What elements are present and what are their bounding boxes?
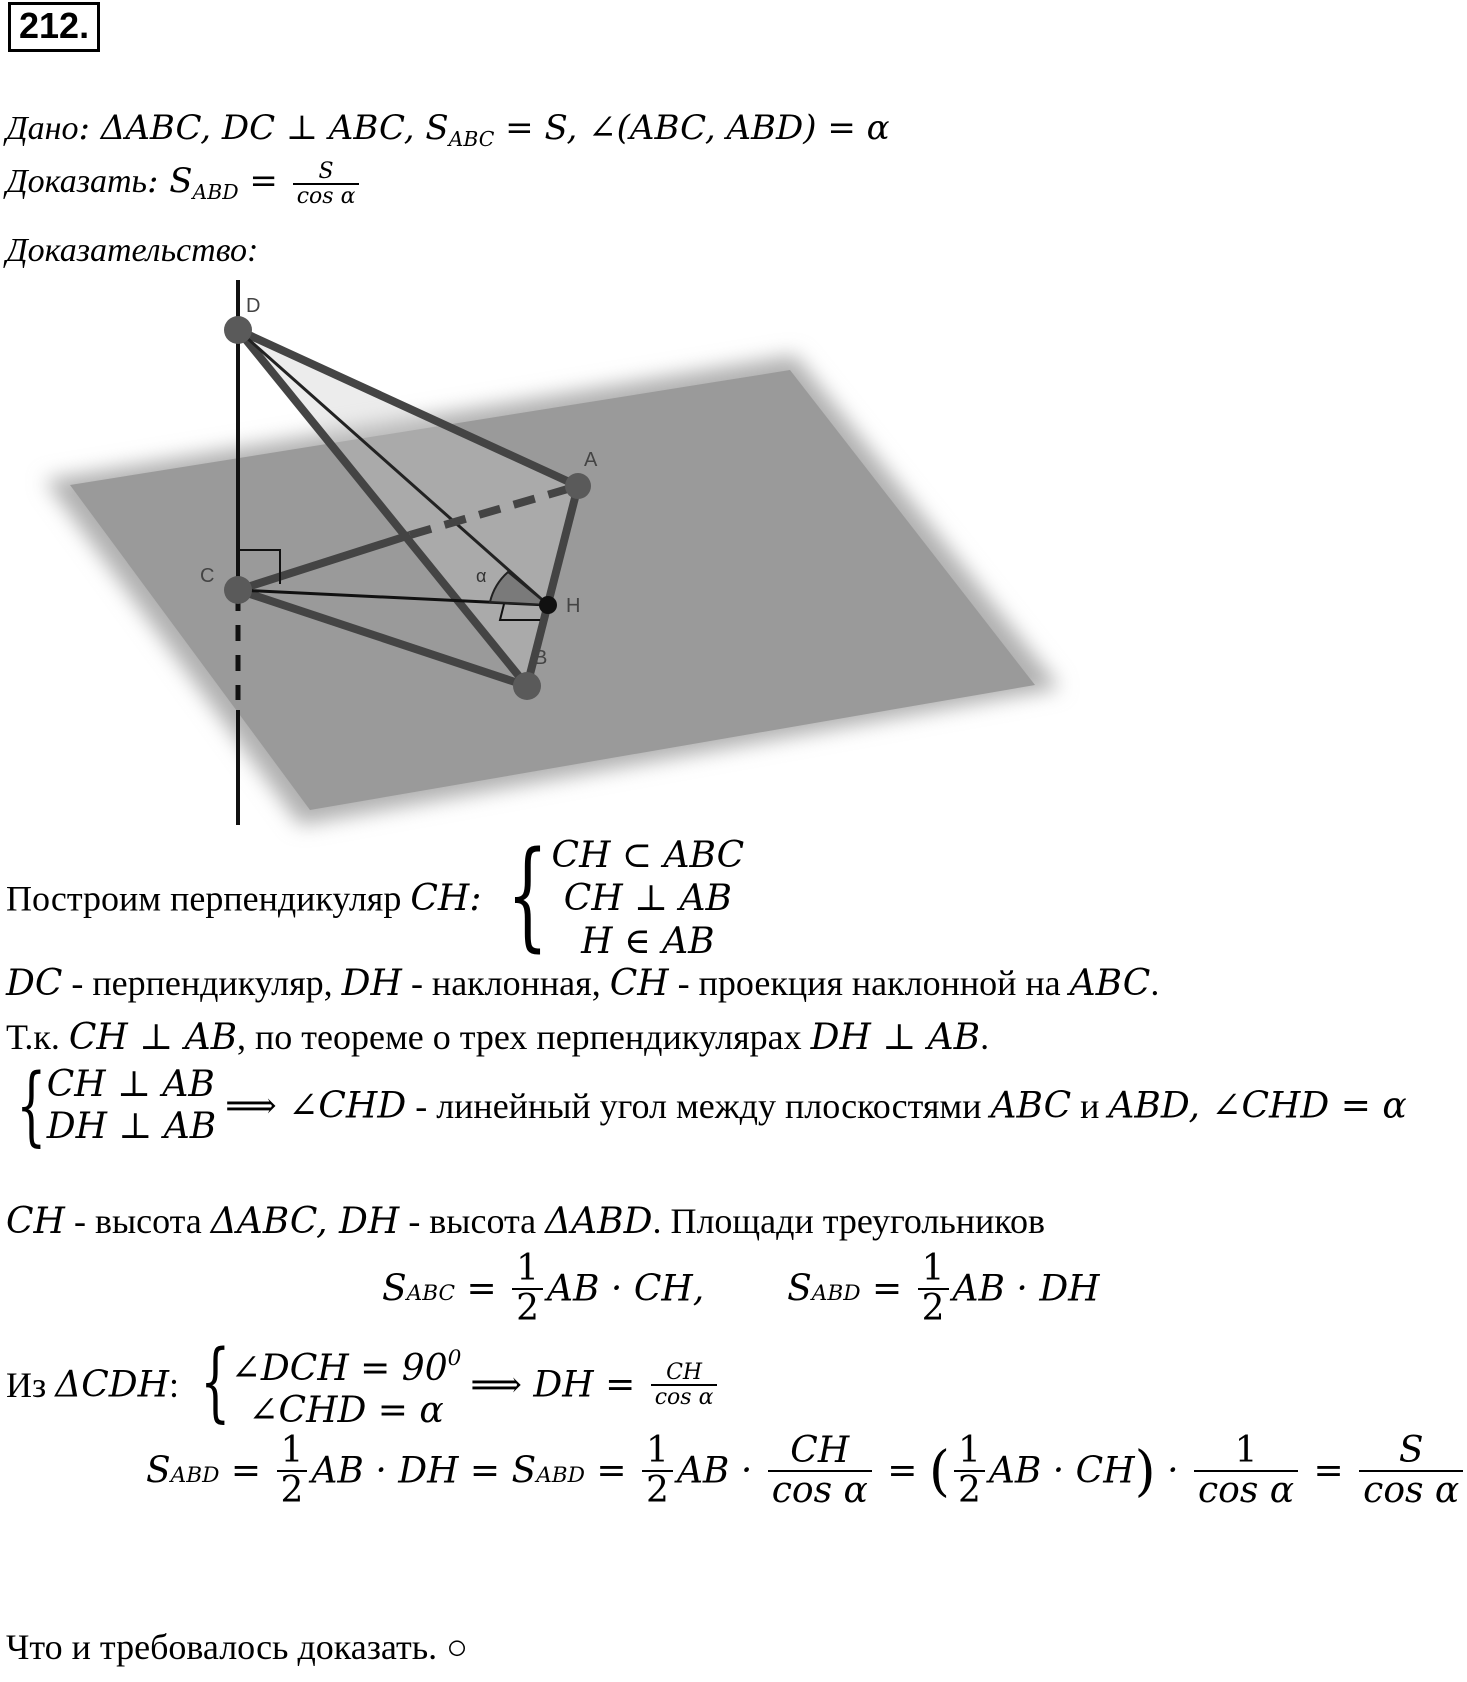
final-f2-num: 1	[1194, 1432, 1298, 1472]
label-c: C	[200, 565, 215, 587]
problem-number: 212.	[8, 2, 100, 52]
label-h: H	[566, 595, 581, 617]
half-1-den: 2	[516, 1287, 540, 1329]
given-label: Дано	[6, 110, 79, 147]
final-dot: ·	[1155, 1450, 1191, 1492]
dc-d: - наклонная,	[401, 963, 610, 1003]
given-tail: = S, ∠(ABC, ABD) = α	[494, 108, 890, 148]
final-eq-2: =	[584, 1450, 639, 1492]
prove-num: S	[293, 160, 360, 185]
point-b	[513, 672, 541, 700]
system2-c: ABC	[990, 1085, 1072, 1127]
area-s1: S	[382, 1268, 407, 1310]
area-formulas	[382, 1250, 1100, 1328]
final-f1-num: CH	[768, 1432, 872, 1472]
tk-b: CH ⊥ AB	[68, 1017, 238, 1058]
final-half-2-num: 1	[642, 1432, 673, 1472]
point-h	[539, 596, 557, 614]
heights-f: . Площади треугольников	[652, 1201, 1045, 1241]
cdh-row-1-text: ∠DCH = 90	[230, 1348, 448, 1390]
final-frac-3	[1359, 1432, 1463, 1510]
half-2-num: 1	[918, 1250, 949, 1290]
final-rparen: )	[1134, 1439, 1156, 1503]
tk-d: DH ⊥ AB	[810, 1017, 981, 1058]
heights-e: ΔABD	[545, 1201, 653, 1242]
construct-line	[6, 825, 745, 963]
dc-e: CH	[609, 963, 669, 1004]
final-half-3	[954, 1432, 985, 1510]
final-f3-num: S	[1359, 1432, 1463, 1472]
given-line	[6, 108, 890, 151]
construct-row-1: CH ⊂ ABC	[551, 835, 745, 876]
half-1-num: 1	[512, 1250, 543, 1290]
heights-d: - высота	[399, 1201, 546, 1241]
construct-ch: CH	[410, 878, 470, 919]
final-p2: AB ·	[676, 1450, 764, 1492]
area-r2: AB · DH	[952, 1268, 1100, 1310]
geometry-figure	[0, 280, 1100, 840]
final-p3: =	[875, 1450, 929, 1492]
construct-row-3: H ∈ AB	[581, 921, 715, 962]
cdh-c: :	[169, 1365, 180, 1406]
construct-system	[490, 825, 745, 963]
heights-a: CH	[6, 1201, 65, 1242]
system2-b: - линейный угол между плоскостями	[406, 1086, 991, 1126]
final-chain	[146, 1432, 1467, 1510]
final-f2-den: cos α	[1198, 1469, 1295, 1511]
point-d	[224, 316, 252, 344]
prove-den: cos α	[296, 184, 356, 210]
qed-line: Что и требовалось доказать. ○	[6, 1627, 468, 1667]
tk-c: , по теореме о трех перпендикулярах	[237, 1017, 811, 1057]
system2-row-1: CH ⊥ AB	[46, 1064, 215, 1105]
line-tk-text	[6, 1016, 989, 1058]
final-p1: AB · DH = S	[311, 1450, 537, 1492]
final-lparen: (	[928, 1439, 950, 1503]
final-f3-den: cos α	[1363, 1469, 1460, 1511]
half-2-den: 2	[921, 1287, 945, 1329]
final-half-3-num: 1	[954, 1432, 985, 1472]
construct-row-2: CH ⊥ AB	[563, 878, 732, 919]
construct-brace: {	[507, 825, 549, 963]
final-p3-2: =	[1302, 1450, 1356, 1492]
label-d: D	[246, 295, 261, 317]
cdh-brace: {	[200, 1332, 231, 1432]
final-half-1-num: 1	[277, 1432, 308, 1472]
dc-c: DH	[341, 963, 402, 1004]
area-half-1	[512, 1250, 543, 1328]
cdh-row-1	[231, 1338, 462, 1390]
tk-e: .	[980, 1017, 990, 1057]
label-b: B	[534, 647, 548, 669]
area-half-2	[918, 1250, 949, 1328]
heights-b: - высота	[64, 1201, 211, 1241]
cdh-b: ΔCDH	[55, 1364, 170, 1406]
construct-colon: :	[469, 878, 482, 919]
prove-label: Доказать	[6, 162, 147, 200]
point-a	[565, 473, 591, 499]
heights-line	[6, 1200, 1045, 1242]
label-a: A	[584, 449, 598, 471]
system2-brace: {	[16, 1056, 47, 1156]
final-sub: ABD	[170, 1462, 220, 1488]
final-p4: AB · CH	[988, 1450, 1135, 1492]
proof-label: Доказательство:	[6, 232, 259, 269]
system2-e: ABD, ∠CHD = α	[1108, 1085, 1407, 1127]
system2-a: ⟹ ∠CHD	[225, 1085, 407, 1127]
dc-a: DC	[6, 963, 63, 1004]
line-dc-text	[6, 962, 1159, 1004]
dc-f: - проекция наклонной на	[668, 963, 1070, 1003]
final-half-1-den: 2	[280, 1469, 304, 1511]
construct-text: Построим перпендикуляр	[6, 878, 411, 919]
area-eq1: =	[455, 1268, 509, 1310]
cdh-row-1-sup: 0	[447, 1346, 462, 1371]
area-s2-sub: ABD	[811, 1280, 861, 1306]
final-frac-2	[1194, 1432, 1298, 1510]
dc-b: - перпендикуляр,	[62, 963, 342, 1003]
tk-a: Т.к.	[6, 1017, 69, 1057]
final-half-2-den: 2	[646, 1469, 669, 1511]
dc-h: .	[1150, 963, 1160, 1003]
final-p1-sub: ABD	[536, 1462, 585, 1488]
area-r1: AB · CH,	[547, 1268, 705, 1310]
heights-c: ΔABC, DH	[210, 1201, 400, 1242]
given-body: : ΔABC, DC ⊥ ABC, S	[78, 108, 449, 148]
prove-fraction	[293, 160, 360, 208]
from-cdh-line	[6, 1332, 721, 1432]
prove-s: : S	[146, 160, 193, 201]
system2-line	[4, 1056, 1407, 1156]
cdh-num: CH	[651, 1361, 718, 1386]
final-s: S	[146, 1450, 171, 1492]
prove-sub: ABD	[192, 180, 239, 205]
cdh-fraction	[651, 1361, 718, 1409]
dc-g: ABC	[1069, 963, 1151, 1004]
prove-eq: =	[238, 160, 289, 201]
cdh-system	[188, 1332, 462, 1432]
final-half-1	[277, 1432, 308, 1510]
given-sub: ABC	[448, 127, 495, 152]
label-alpha: α	[476, 566, 487, 586]
final-f1-den: cos α	[771, 1469, 868, 1511]
system2-d: и	[1071, 1086, 1109, 1126]
cdh-impl: ⟹ DH =	[470, 1364, 647, 1406]
prove-line	[6, 160, 363, 208]
system2-system	[4, 1056, 217, 1156]
final-frac-1	[768, 1432, 872, 1510]
final-half-2	[642, 1432, 673, 1510]
cdh-a: Из	[6, 1365, 56, 1406]
area-s2: S	[787, 1268, 812, 1310]
final-eq: =	[219, 1450, 273, 1492]
point-c	[224, 576, 252, 604]
area-eq2: =	[860, 1268, 914, 1310]
system2-row-2: DH ⊥ AB	[46, 1106, 217, 1147]
cdh-den: cos α	[654, 1385, 714, 1411]
area-s1-sub: ABC	[406, 1280, 456, 1306]
cdh-row-2: ∠CHD = α	[248, 1390, 444, 1432]
final-half-3-den: 2	[957, 1469, 981, 1511]
